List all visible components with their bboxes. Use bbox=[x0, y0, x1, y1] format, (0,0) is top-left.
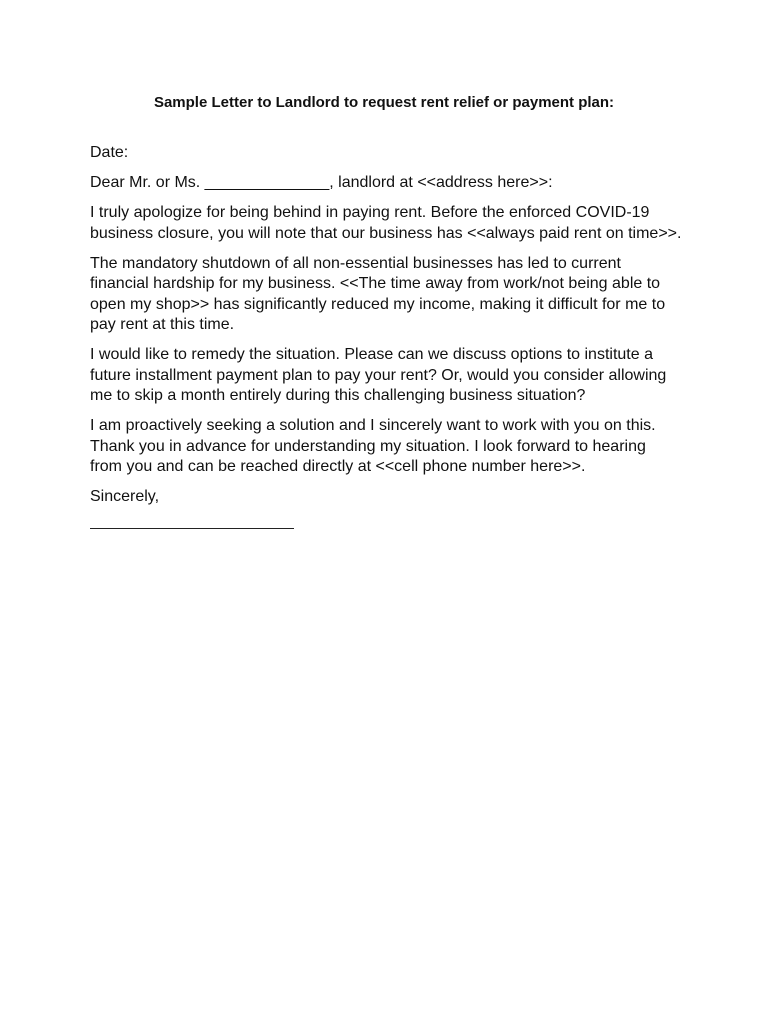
paragraph-apology: I truly apologize for being behind in paying rent. Before the enforced COVID-19 business closure, you will note that our business has <<always paid rent on time>>. bbox=[90, 204, 682, 242]
paragraph-hardship: The mandatory shutdown of all non-essential businesses has led to current financial hardship for my business. <<The time away from work/not being able to open my shop>> has significantly reduced my income, making it difficult for me to pay rent at this time. bbox=[90, 254, 666, 333]
letter-title: Sample Letter to Landlord to request rent relief or payment plan: bbox=[153, 94, 615, 111]
letter-body bbox=[90, 143, 682, 529]
paragraph-request: I would like to remedy the situation. Please can we discuss options to institute a future installment payment plan to pay your rent? Or, would you consider allowing me to skip a month entirely during this challenging business situation? bbox=[90, 346, 667, 404]
date-line: Date: bbox=[90, 144, 129, 161]
signature-line bbox=[90, 520, 294, 529]
salutation: Dear Mr. or Ms. ______________, landlord at <<address here>>: bbox=[90, 174, 553, 191]
paragraph-closing-remarks: I am proactively seeking a solution and I sincerely want to work with you on this. Thank you in advance for understanding my situation. I look forward to hearing from you and can be reached directly at <<cell phone number here>>. bbox=[90, 417, 656, 475]
closing-line: Sincerely, bbox=[90, 488, 160, 505]
